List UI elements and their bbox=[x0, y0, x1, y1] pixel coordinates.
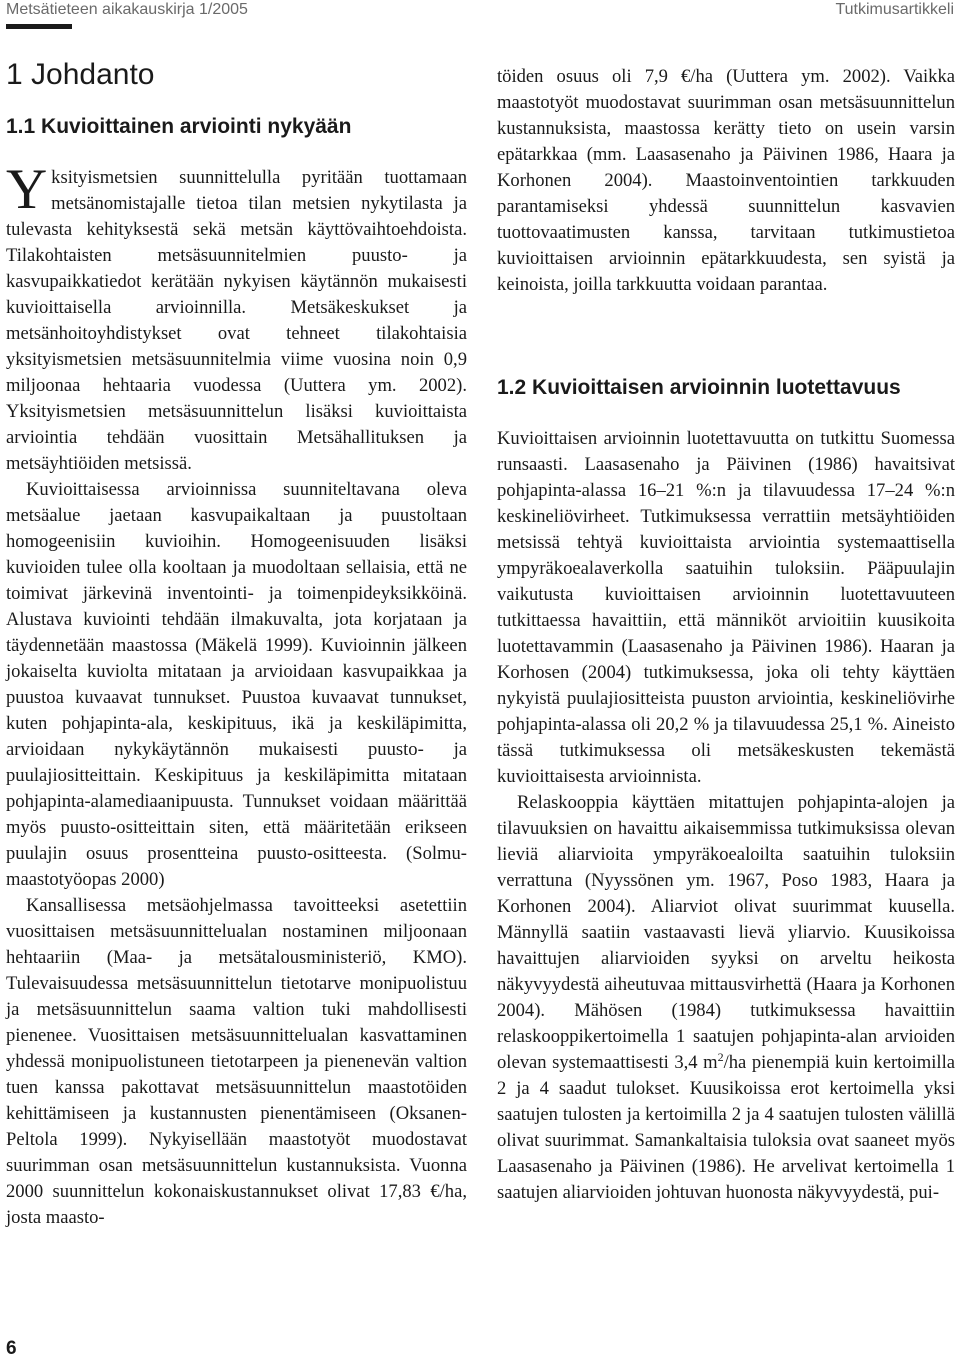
left-column-body bbox=[6, 158, 467, 1231]
page-number: 6 bbox=[6, 1338, 17, 1359]
right-column-body-top bbox=[497, 64, 955, 298]
paragraph: töiden osuus oli 7,9 €/ha (Uuttera ym. 2002). Vaikka maastotyöt muodostavat suurimman osan metsäsuunnittelun kustannuksista, maastossa kerätty tieto on usein varsin epätarkkaa (mm. Laasasenaho ja Päivinen 1986, Haara ja Korhonen 2004). Maastoinventointien tarkkuuden parantamiseksi yhdessä suunnittelun kasvavien tuottovaatimusten kanssa, tarvitaan tutkimustietoa kuvioittaisen arvioinnin epätarkkuudesta, sen syistä ja keinoista, joilla tarkkuutta voidaan parantaa. bbox=[497, 66, 955, 295]
paragraph: Yksityismetsien suunnittelulla pyritään tuottamaan metsänomistajalle tietoa tilan metsien nykytilasta ja tulevasta kehityksestä sekä metsän käyttövaihtoehdoista. Tilakohtaisten metsäsuunnitelmien puusto- ja kasvupaikkatiedot kerätään nykyisen käytännön mukaisesti kuvioittaisella arvioinnilla. Metsäkeskukset ja metsänhoitoyhdistykset ovat tehneet tilakohtaisia yksityismetsien metsäsuunnitelmia viime vuosina noin 0,9 miljoonaa hehtaaria vuodessa (Uuttera ym. 2002). Yksityismetsien metsäsuunnittelun lisäksi kuvioittaista arviointia tehdään vuosittain Metsähallituksen ja metsäyhtiöiden metsissä. bbox=[6, 158, 467, 474]
header-rule bbox=[6, 24, 72, 29]
paragraph: Kuvioittaisessa arvioinnissa suunniteltavana oleva metsäalue jaetaan kasvupaikaltaan ja puustoltaan homogeenisiin kuvioihin. Homogeenisuuden lisäksi kuvioiden tulee olla kooltaan ja muodoltaan sellaisia, että ne toimivat järkevinä inventointi- ja toimenpideyksikköinä. Alustava kuviointi tehdään ilmakuvalta, jota korjataan ja täydennetään maastossa (Mäkelä 1999). Kuvioinnin jälkeen jokaiselta kuviolta mitataan ja arvioidaan kasvupaikkaa ja puustoa kuvaavat tunnukset. Puustoa kuvaavat tunnukset, kuten pohjapinta-ala, keskipituus, ikä ja keskiläpimitta, arvioidaan nykykäytännön mukaisesti puusto- ja puulajiositteittain. Keskipituus ja keskiläpimitta mitataan pohjapinta-alamediaanipuusta. Tunnukset voidaan määrittää myös puusto-ositteittain siten, että määritetään erikseen puulajin osuus prosentteina puusto-ositteesta. (Solmu-maastotyöopas 2000) bbox=[6, 479, 467, 890]
subsection-heading-1-2: 1.2 Kuvioittaisen arvioinnin luotettavuus bbox=[497, 376, 901, 399]
superscript: 2 bbox=[717, 1049, 724, 1064]
right-column-body-bottom bbox=[497, 426, 955, 1206]
drop-cap: Y bbox=[6, 158, 48, 221]
paragraph: Kansallisessa metsäohjelmassa tavoitteeksi asetettiin vuosittaisen metsäsuunnittelualan nostaminen miljoonaan hehtaariin (Maa- ja metsätalousministeriö, KMO). Tulevaisuudessa metsäsuunnittelun tietotarve monipuolistuu ja metsäsuunnittelun saama valtion tuki mahdollisesti pienenee. Vuosittaisen metsäsuunnittelualan kasvattaminen yhdessä monipuolistuneen tietotarpeen ja pienenevän valtion tuen kanssa pakottavat metsäsuunnittelun maastotöiden kehittämiseen ja kustannusten pienentämiseen (Oksanen-Peltola 1999). Nykyisellään maastotyöt muodostavat suurimman osan metsäsuunnittelun kustannuksista. Vuonna 2000 suunnittelun kokonaiskustannukset olivat 17,83 €/ha, josta maasto- bbox=[6, 895, 467, 1228]
running-header bbox=[6, 0, 954, 24]
section-heading-introduction: 1 Johdanto bbox=[6, 58, 155, 91]
subsection-heading-1-1: 1.1 Kuvioittainen arviointi nykyään bbox=[6, 115, 352, 138]
journal-title: Metsätieteen aikakauskirja 1/2005 bbox=[6, 1, 248, 18]
article-type: Tutkimusartikkeli bbox=[835, 1, 954, 18]
paragraph: Kuvioittaisen arvioinnin luotettavuutta on tutkittu Suomessa runsaasti. Laasasenaho ja Päivinen (1986) havaitsivat pohjapinta-alassa 16–21 %:n ja tilavuudessa 17–24 %:n keskineliövirheet. Tutkimuksessa verrattiin metsäyhtiöiden metsissä tehtyä kuvioittaista arviointia systemaattisella ympyräkoealaverkolla saatuihin tuloksiin. Pääpuulajin vaikutusta kuvioittaisen arvioinnin luotettavuuteen tutkittaessa havaittiin, että männiköt arvioitiin kuusikoita luotettavammin (Laasasenaho ja Päivinen 1986). Haaran ja Korhosen (2004) tutkimuksessa, joka oli tehty käyttäen nykyistä puulajiositteista puuston arviointia, keskineliövirhe pohjapinta-alassa oli 20,2 % ja tilavuudessa 25,1 %. Aineisto tässä tutkimuksessa oli metsäkeskusten tekemästä kuvioittaisesta arvioinnista. bbox=[497, 428, 955, 787]
paragraph: Relaskooppia käyttäen mitattujen pohjapinta-alojen ja tilavuuksien on havaittu aikaisemmissa tutkimuksissa olevan lieviä aliarvioita ympyräkoealoilta saatuihin tuloksiin verrattuna (Nyyssönen ym. 1967, Poso 1983, Haara ja Korhonen 2004). Aliarviot olivat suurimmat kuusella. Männyllä saatiin vastaavasti lievä yliarvio. Kuusikoissa havaittujen aliarvioiden syyksi on arveltu heikosta näkyvyydestä aiheutuvaa mittausvirhettä (Haara ja Korhonen 2004). Mähösen (1984) tutkimuksessa havaittiin relaskooppikertoimella 1 saatujen pohjapinta-alan arvioiden olevan systemaattisesti 3,4 $m^2/ha$ pienempiä kuin kertoimilla 2 ja 4 saadut tulokset. Kuusikoissa erot kertoimella yksi saatujen tulosten ja kertoimilla 2 ja 4 saatujen tulosten välillä olivat suurimmat. Samankaltaisia tuloksia ovat saaneet myös Laasasenaho ja Päivinen (1986). He arvelivat kertoimella 1 saatujen aliarvioiden johtuvan huonosta näkyvyydestä, pui- bbox=[497, 792, 955, 1203]
